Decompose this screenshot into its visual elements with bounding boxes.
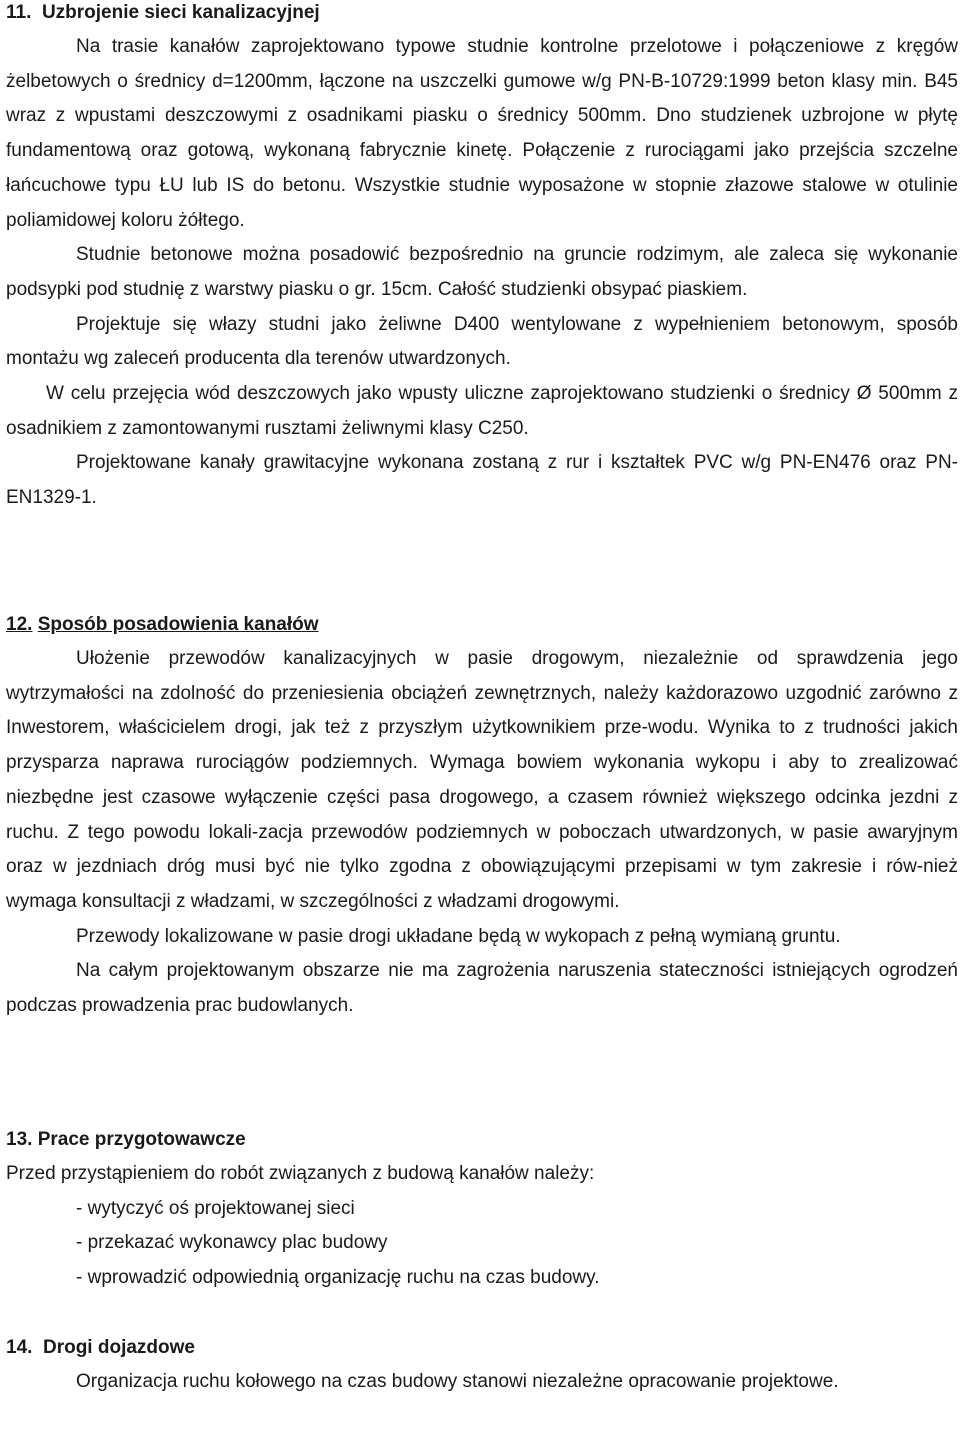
section-body-13	[6, 1157, 958, 1296]
paragraph: Na całym projektowanym obszarze nie ma zagrożenia naruszenia stateczności istniejących ogrodzeń podczas prowadzenia prac budowlanych.	[6, 960, 958, 1017]
paragraph: Przed przystąpieniem do robót związanych z budową kanałów należy:	[6, 1163, 595, 1184]
section-title: Drogi dojazdowe	[42, 1337, 195, 1358]
section-body-12	[6, 642, 958, 1024]
list-item: - wytyczyć oś projektowanej sieci	[76, 1197, 355, 1219]
paragraph: Projektuje się włazy studni jako żeliwne D400 wentylowane z wypełnieniem betonowym, sposób montażu wg zaleceń producenta dla terenów utwardzonych.	[6, 313, 958, 370]
paragraph: Studnie betonowe można posadowić bezpośrednio na gruncie rodzimym, ale zaleca się wykonanie podsypki pod studnię z warstwy piasku o gr. 15cm. Całość studzienki obsypać piaskiem.	[6, 244, 958, 300]
section-heading-12	[6, 608, 319, 642]
section-number: 13.	[6, 1129, 33, 1150]
paragraph: Na trasie kanałów zaprojektowano typowe studnie kontrolne przelotowe i połączeniowe z kręgów żelbetowych o średnicy d=1200mm, łączone na uszczelki gumowe w/g PN-B-10729:1999 beton klasy min. B45 wraz z wpustami deszczowymi z osadnikami piasku o średnicy 500mm. Dno studzienek uzbrojone w płytę fundamentową oraz gotową, wykonaną fabrycznie kinetę. Połączenie z rurociągami jako przejścia szczelne łańcuchowe typu ŁU lub IS do betonu. Wszystkie studnie wyposażone w stopnie złazowe stalowe w otulinie poliamidowej koloru żółtego.	[6, 36, 958, 231]
section-title: Prace przygotowawcze	[37, 1129, 246, 1150]
section-body-11	[6, 30, 958, 516]
paragraph: W celu przejęcia wód deszczowych jako wpusty uliczne zaprojektowano studzienki o średnicy Ø 500mm z osadnikiem z zamontowanymi rusztami żeliwnymi klasy C250.	[6, 383, 958, 439]
list-item: - przekazać wykonawcy plac budowy	[76, 1232, 388, 1254]
section-title: Sposób posadowienia kanałów	[37, 614, 319, 635]
section-number: 12.	[6, 614, 33, 635]
paragraph: Organizacja ruchu kołowego na czas budowy stanowi niezależne opracowanie projektowe.	[76, 1371, 839, 1392]
list-item: - wprowadzić odpowiednią organizację ruchu na czas budowy.	[76, 1267, 600, 1289]
task-list	[6, 1192, 958, 1296]
paragraph: Ułożenie przewodów kanalizacyjnych w pasie drogowym, niezależnie od sprawdzenia jego wytrzymałości na zdolność do przeniesienia obciążeń zewnętrznych, należy każdorazowo uzgodnić zarówno z Inwestorem, właścicielem drogi, jak też z przyszłym użytkownikiem prze-wodu. Wynika to z trudności jakich przysparza naprawa rurociągów podziemnych. Wymaga bowiem wykonania wykopu i aby to zrealizować niezbędne jest czasowe wyłączenie części pasa drogowego, a czasem również większego odcinka jezdni z ruchu. Z tego powodu lokali-zacja przewodów podziemnych w poboczach utwardzonych, w pasie awaryjnym oraz w jezdniach dróg musi być nie tylko zgodna z obowiązującymi przepisami w tym zakresie i rów-nież wymaga konsultacji z władzami, w szczególności z władzami drogowymi.	[6, 648, 958, 912]
document-page	[6, 0, 958, 1430]
section-title: Uzbrojenie sieci kanalizacyjnej	[41, 2, 320, 23]
section-heading-13	[6, 1123, 246, 1157]
section-heading-11	[6, 0, 320, 30]
section-number: 14.	[6, 1337, 33, 1358]
paragraph: Przewody lokalizowane w pasie drogi układane będą w wykopach z pełną wymianą gruntu.	[76, 925, 841, 947]
paragraph: Projektowane kanały grawitacyjne wykonana zostaną z rur i kształtek PVC w/g PN-EN476 oraz PN-EN1329-1.	[6, 452, 958, 509]
section-number: 11.	[6, 2, 32, 23]
section-heading-14	[6, 1331, 195, 1365]
section-body-14	[6, 1365, 958, 1400]
